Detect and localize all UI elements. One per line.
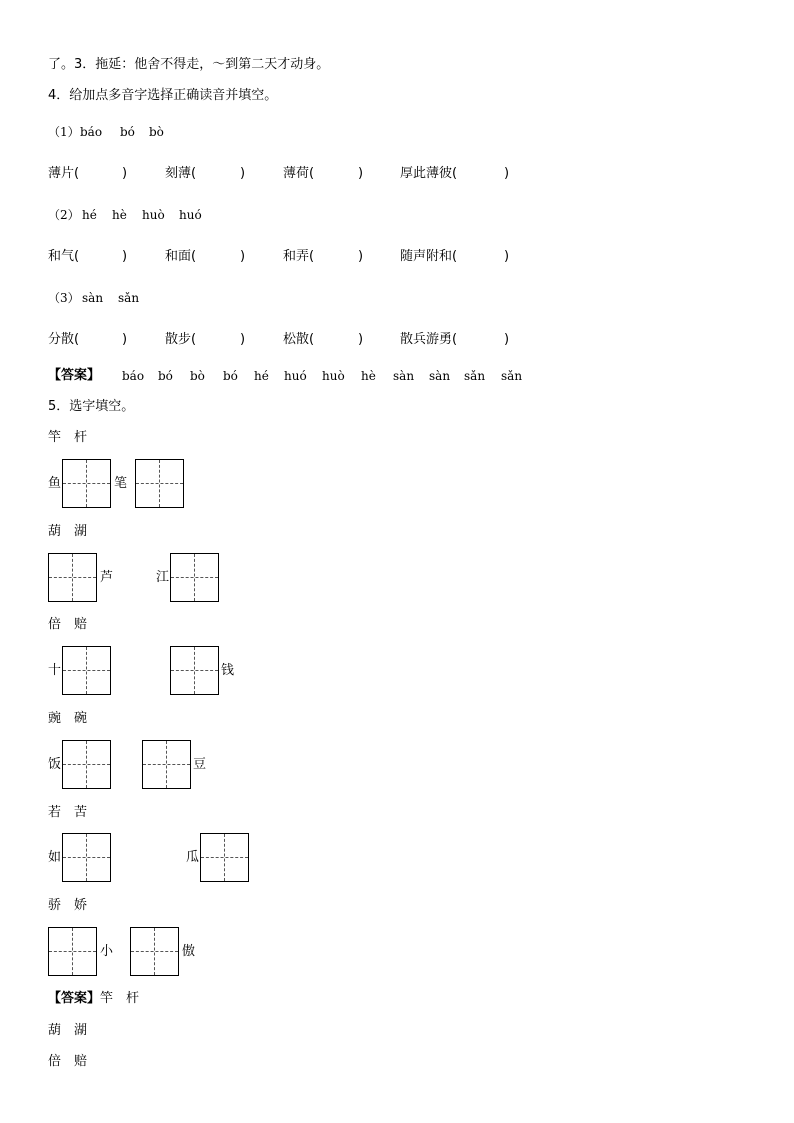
word-blank: 分散( — [48, 332, 80, 347]
q4-title: 4．给加点多音字选择正确读音并填空。 — [48, 88, 278, 103]
answer-reading: huò — [322, 369, 345, 383]
intro-line: 了。3．拖延：他舍不得走，～到第二天才动身。 — [48, 57, 330, 72]
context-char: 芦 — [100, 570, 114, 585]
word-blank: 随声附和( — [400, 249, 458, 264]
close-paren: ) — [504, 166, 510, 181]
writing-box[interactable] — [62, 646, 111, 695]
writing-box[interactable] — [170, 553, 219, 602]
char-pair: 骄 娇 — [48, 898, 88, 913]
close-paren: ) — [504, 332, 510, 347]
q4-group1-readings — [48, 124, 768, 140]
context-char: 小 — [100, 944, 114, 959]
answer-text: 竿 杆 — [100, 991, 140, 1006]
context-char: 笔 — [114, 476, 128, 491]
close-paren: ) — [240, 166, 246, 181]
close-paren: ) — [122, 249, 128, 264]
close-paren: ) — [358, 332, 364, 347]
char-pair: 倍 赔 — [48, 617, 88, 632]
q5-answer-line: 葫 湖 — [48, 1023, 88, 1038]
word-blank: 散兵游勇( — [400, 332, 458, 347]
word-blank: 和气( — [48, 249, 80, 264]
reading: huó — [179, 208, 202, 222]
close-paren: ) — [240, 332, 246, 347]
q4-answer — [48, 368, 768, 384]
char-pair: 若 苦 — [48, 805, 88, 820]
answer-reading: sǎn — [464, 369, 486, 383]
q5-title: 5．选字填空。 — [48, 399, 135, 414]
answer-label: 【答案】 — [48, 368, 101, 383]
q4-group2-words — [48, 249, 768, 265]
word-blank: 薄荷( — [283, 166, 315, 181]
context-char: 傲 — [182, 944, 196, 959]
close-paren: ) — [358, 166, 364, 181]
answer-reading: sàn — [393, 369, 415, 383]
reading: bó — [120, 125, 135, 139]
writing-box[interactable] — [48, 927, 97, 976]
writing-box[interactable] — [62, 459, 111, 508]
word-blank: 刻薄( — [165, 166, 197, 181]
answer-reading: sàn — [429, 369, 451, 383]
close-paren: ) — [122, 332, 128, 347]
q5-answer-line — [48, 991, 139, 1007]
context-char: 十 — [48, 663, 62, 678]
answer-reading: sǎn — [501, 369, 523, 383]
q5-answer-line: 倍 赔 — [48, 1054, 88, 1069]
answer-reading: hè — [361, 369, 376, 383]
context-char: 江 — [156, 570, 170, 585]
q4-group1-words — [48, 166, 768, 182]
reading: hè — [112, 208, 127, 222]
char-pair: 豌 碗 — [48, 711, 88, 726]
writing-box[interactable] — [135, 459, 184, 508]
close-paren: ) — [240, 249, 246, 264]
close-paren: ) — [504, 249, 510, 264]
answer-reading: bó — [158, 369, 173, 383]
context-char: 豆 — [193, 757, 207, 772]
q4-group2-readings — [48, 207, 768, 223]
writing-box[interactable] — [130, 927, 179, 976]
close-paren: ) — [358, 249, 364, 264]
group-label: （1） — [48, 125, 80, 139]
reading: huò — [142, 208, 165, 222]
writing-box[interactable] — [48, 553, 97, 602]
q4-group3-words — [48, 332, 768, 348]
answer-reading: huó — [284, 369, 307, 383]
context-char: 如 — [48, 850, 62, 865]
answer-reading: bó — [223, 369, 238, 383]
word-blank: 松散( — [283, 332, 315, 347]
group-label: （3） — [48, 291, 80, 305]
reading: sàn — [82, 291, 104, 305]
answer-label: 【答案】 — [48, 991, 101, 1006]
char-pair: 葫 湖 — [48, 524, 88, 539]
q4-group3-readings — [48, 290, 768, 306]
writing-box[interactable] — [62, 833, 111, 882]
answer-reading: báo — [122, 369, 145, 383]
char-pair: 竿 杆 — [48, 430, 88, 445]
context-char: 瓜 — [186, 850, 200, 865]
context-char: 钱 — [221, 663, 235, 678]
group-label: （2） — [48, 208, 80, 222]
reading: hé — [82, 208, 97, 222]
context-char: 鱼 — [48, 476, 62, 491]
word-blank: 和弄( — [283, 249, 315, 264]
reading: sǎn — [118, 291, 140, 305]
writing-box[interactable] — [142, 740, 191, 789]
word-blank: 和面( — [165, 249, 197, 264]
word-blank: 散步( — [165, 332, 197, 347]
answer-reading: hé — [254, 369, 269, 383]
word-blank: 厚此薄彼( — [400, 166, 458, 181]
reading: báo — [80, 125, 103, 139]
word-blank: 薄片( — [48, 166, 80, 181]
writing-box[interactable] — [62, 740, 111, 789]
context-char: 饭 — [48, 757, 62, 772]
writing-box[interactable] — [200, 833, 249, 882]
close-paren: ) — [122, 166, 128, 181]
writing-box[interactable] — [170, 646, 219, 695]
answer-reading: bò — [190, 369, 205, 383]
reading: bò — [149, 125, 164, 139]
